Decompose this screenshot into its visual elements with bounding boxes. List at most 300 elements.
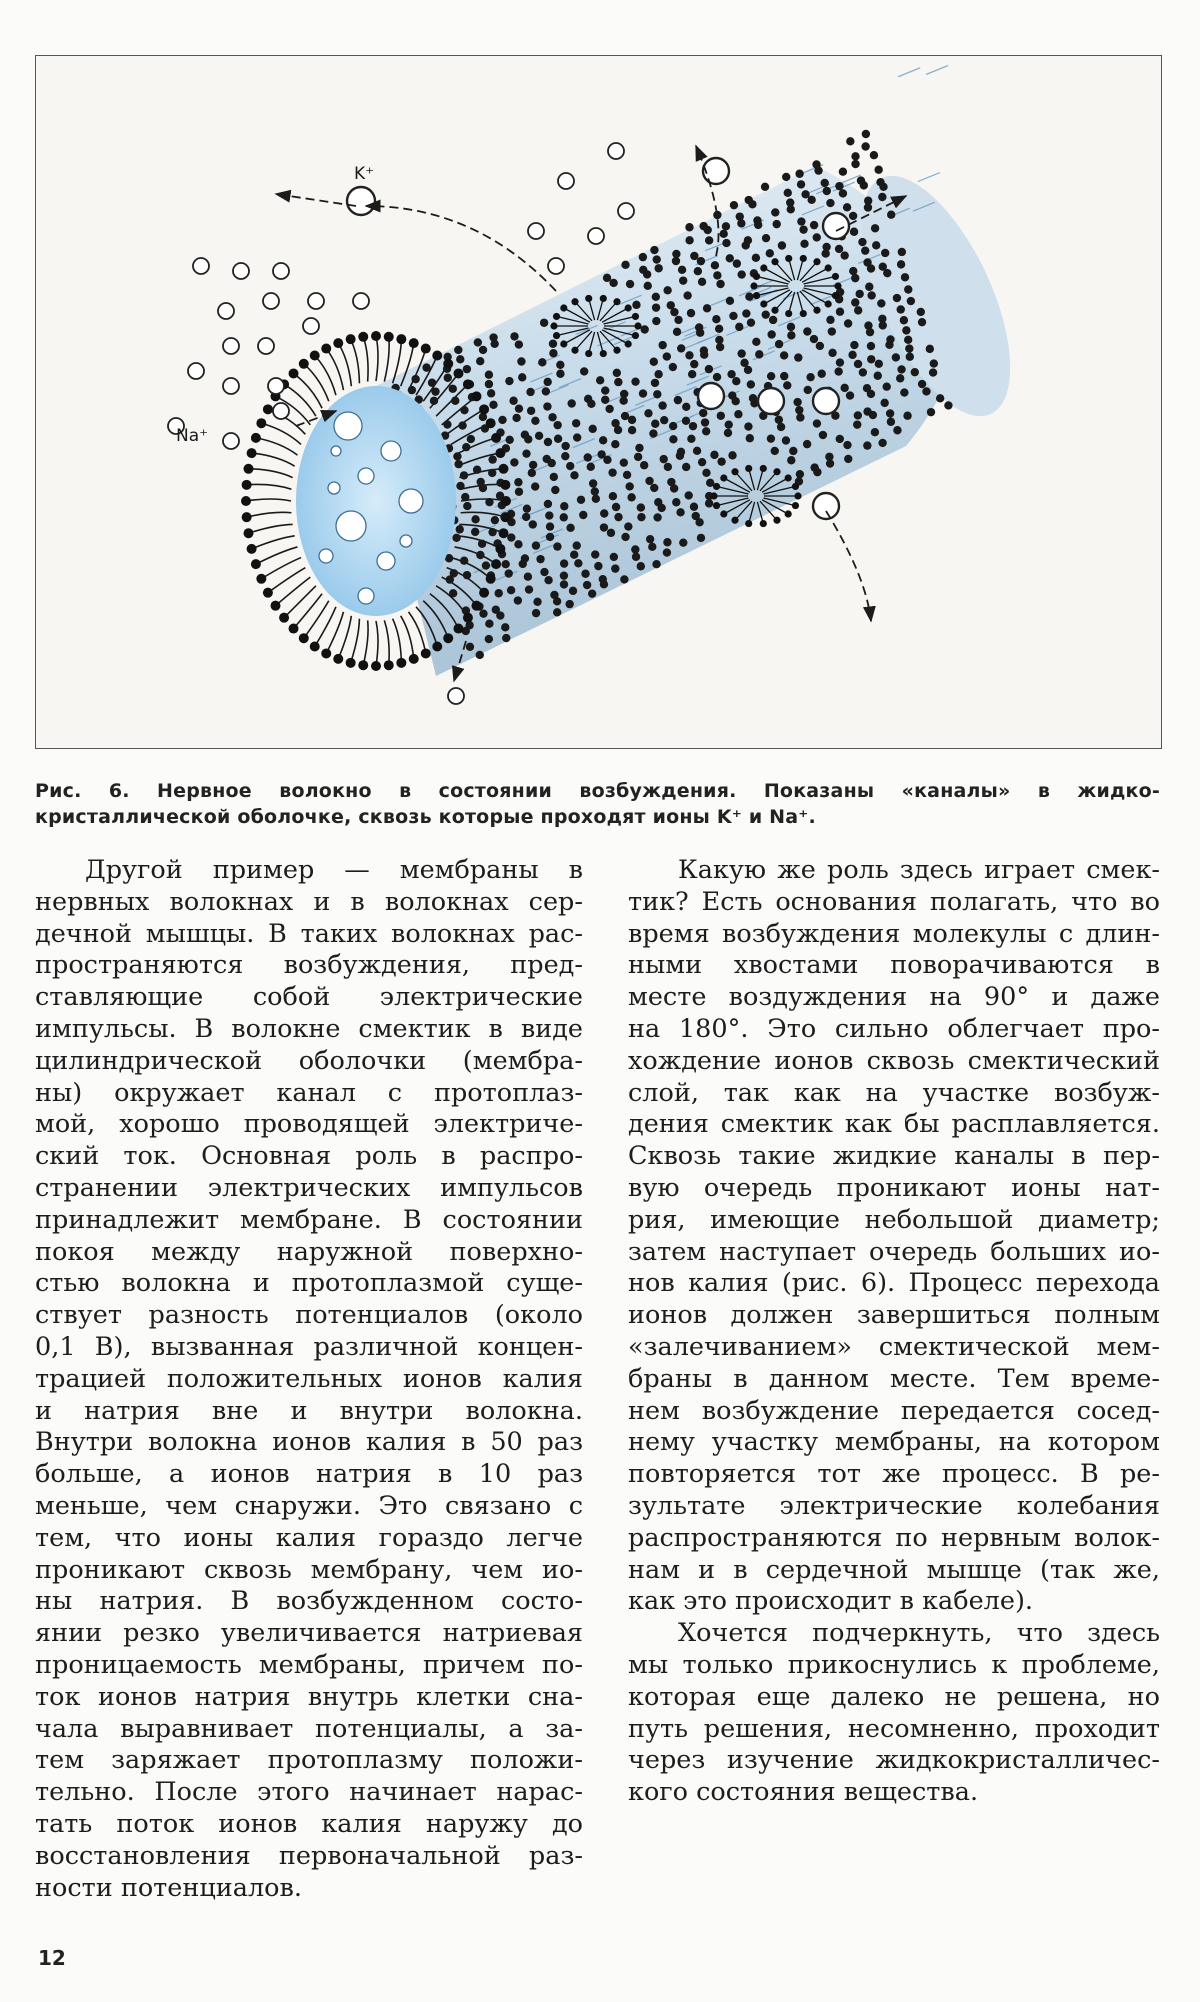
molecule-head — [639, 389, 647, 397]
molecule-head — [449, 385, 457, 393]
molecule-head — [863, 441, 871, 449]
molecule-head — [761, 183, 769, 191]
molecule-head — [687, 435, 695, 443]
molecule-head — [611, 440, 619, 448]
molecule-head — [854, 411, 862, 419]
molecule-head — [918, 380, 926, 388]
molecule-head — [717, 412, 725, 420]
molecule-head — [471, 601, 481, 611]
molecule-head — [663, 286, 671, 294]
text-line: стью волокна и протоплазмой суще- — [35, 1268, 583, 1299]
text-line: Хочется подчеркнуть, что здесь — [678, 1618, 1160, 1649]
molecule-head — [745, 293, 753, 301]
sodium-ion — [218, 303, 234, 319]
molecule-head — [592, 495, 600, 503]
surface-stripe — [926, 66, 948, 75]
text-line: проницаемость мембраны, причем по- — [35, 1649, 583, 1680]
molecule-head — [762, 310, 770, 318]
molecule-tail — [384, 337, 389, 382]
molecule-head — [664, 463, 672, 471]
text-line: цилиндрической оболочки (мембра- — [35, 1045, 583, 1076]
molecule-head — [505, 377, 513, 385]
molecule-head — [580, 367, 588, 375]
molecule-head — [299, 633, 309, 643]
molecule-head — [605, 405, 613, 413]
molecule-head — [501, 560, 509, 568]
molecule-head — [471, 391, 481, 401]
molecule-head — [566, 462, 574, 470]
molecule-head — [878, 193, 886, 201]
molecule-head — [747, 318, 755, 326]
molecule-head — [524, 435, 532, 443]
molecule-head — [500, 480, 510, 490]
molecule-head — [728, 451, 736, 459]
sodium-ion — [223, 433, 239, 449]
molecule-head — [522, 513, 530, 521]
molecule-head — [505, 569, 513, 577]
molecule-head — [840, 384, 848, 392]
molecule-head — [880, 399, 888, 407]
molecule-head — [241, 496, 251, 506]
channel-head — [792, 483, 799, 490]
text-line: слой, так как на участке возбуж- — [628, 1077, 1160, 1108]
channel-head — [625, 304, 632, 311]
molecule-head — [560, 502, 568, 510]
molecule-head — [887, 211, 895, 219]
molecule-head — [803, 327, 811, 335]
text-line: хождение ионов сквозь смектический — [628, 1045, 1160, 1076]
molecule-head — [243, 464, 253, 474]
text-line: затем наступает очередь больших ио- — [628, 1236, 1160, 1267]
molecule-head — [699, 409, 707, 417]
molecule-head — [871, 428, 879, 436]
molecule-head — [491, 559, 501, 569]
molecule-head — [861, 246, 869, 254]
molecule-head — [358, 332, 368, 342]
molecule-head — [321, 648, 331, 658]
molecule-head — [819, 431, 827, 439]
molecule-tail — [276, 577, 311, 606]
molecule-head — [479, 346, 487, 354]
molecule-head — [609, 492, 617, 500]
molecule-head — [789, 447, 797, 455]
molecule-head — [544, 378, 552, 386]
molecule-head — [733, 259, 741, 267]
molecule-head — [587, 400, 595, 408]
molecule-head — [551, 486, 559, 494]
molecule-head — [748, 200, 756, 208]
molecule-head — [525, 585, 533, 593]
molecule-head — [682, 403, 690, 411]
molecule-head — [771, 208, 779, 216]
molecule-head — [729, 312, 737, 320]
molecule-head — [754, 221, 762, 229]
molecule-head — [600, 523, 608, 531]
molecule-head — [697, 534, 705, 542]
molecule-head — [588, 589, 596, 597]
molecule-head — [881, 249, 889, 257]
core-ion — [336, 511, 366, 541]
molecule-head — [333, 654, 343, 664]
molecule-head — [769, 316, 777, 324]
molecule-head — [657, 504, 665, 512]
molecule-head — [474, 338, 482, 346]
sodium-ion — [223, 378, 239, 394]
text-line: вую очередь проникают ионы нат- — [628, 1172, 1160, 1203]
molecule-head — [532, 541, 540, 549]
molecule-head — [682, 417, 690, 425]
molecule-head — [652, 560, 660, 568]
molecule-head — [904, 285, 912, 293]
molecule-head — [463, 379, 473, 389]
molecule-head — [256, 574, 266, 584]
text-line: нем возбуждение передается сосед- — [628, 1395, 1160, 1426]
molecule-head — [603, 274, 611, 282]
text-line: нервных волокнах и в волокнах сер- — [35, 886, 583, 917]
molecule-head — [512, 414, 520, 422]
molecule-head — [703, 226, 711, 234]
molecule-head — [892, 353, 900, 361]
text-line: ский ток. Основная роль в распро- — [35, 1141, 583, 1172]
molecule-head — [867, 264, 875, 272]
molecule-head — [614, 378, 622, 386]
molecule-head — [840, 251, 848, 259]
molecule-head — [904, 336, 912, 344]
molecule-head — [611, 564, 619, 572]
molecule-head — [498, 416, 506, 424]
core-ion — [358, 468, 374, 484]
molecule-head — [594, 562, 602, 570]
molecule-head — [767, 372, 775, 380]
molecule-head — [523, 504, 531, 512]
molecule-head — [279, 613, 289, 623]
molecule-head — [849, 267, 857, 275]
molecule-head — [535, 432, 543, 440]
molecule-head — [702, 469, 710, 477]
molecule-head — [553, 421, 561, 429]
channel-head — [600, 350, 607, 357]
text-line: мы только прикоснулись к проблеме, — [628, 1649, 1160, 1680]
molecule-head — [584, 453, 592, 461]
channel-head — [753, 292, 760, 299]
molecule-head — [787, 323, 795, 331]
molecule-head — [929, 368, 937, 376]
molecule-head — [775, 416, 783, 424]
molecule-head — [911, 368, 919, 376]
molecule-head — [573, 541, 581, 549]
molecule-head — [703, 304, 711, 312]
potassium-ion — [698, 383, 724, 409]
molecule-head — [864, 203, 872, 211]
text-line: браны в данном месте. Тем време- — [628, 1363, 1160, 1394]
molecule-head — [583, 581, 591, 589]
molecule-head — [495, 544, 505, 554]
molecule-head — [676, 508, 684, 516]
text-line: тельно. После этого начинает нарас- — [35, 1777, 583, 1808]
molecule-head — [463, 365, 471, 373]
molecule-head — [823, 187, 831, 195]
molecule-head — [289, 368, 299, 378]
molecule-head — [650, 358, 658, 366]
molecule-head — [626, 280, 634, 288]
molecule-head — [251, 559, 261, 569]
molecule-head — [715, 325, 723, 333]
molecule-head — [813, 468, 821, 476]
text-line: нему участку мембраны, на котором — [628, 1427, 1160, 1458]
molecule-head — [678, 266, 686, 274]
molecule-head — [346, 658, 356, 668]
core-ion — [399, 489, 423, 513]
molecule-tail — [351, 339, 360, 383]
text-line: тик? Есть основания полагать, что во — [628, 886, 1160, 917]
channel-head — [794, 492, 801, 499]
molecule-head — [567, 399, 575, 407]
molecule-head — [573, 433, 581, 441]
molecule-head — [620, 458, 628, 466]
molecule-head — [663, 538, 671, 546]
molecule-head — [556, 370, 564, 378]
channel-head — [585, 295, 592, 302]
molecule-head — [690, 503, 698, 511]
molecule-head — [658, 341, 666, 349]
molecule-tail — [284, 586, 316, 618]
molecule-head — [479, 588, 489, 598]
molecule-head — [705, 236, 713, 244]
molecule-tail — [246, 499, 291, 501]
molecule-head — [589, 479, 597, 487]
sodium-ion — [528, 223, 544, 239]
molecule-head — [396, 658, 406, 668]
molecule-head — [634, 453, 642, 461]
molecule-head — [767, 434, 775, 442]
molecule-head — [396, 334, 406, 344]
molecule-head — [486, 418, 496, 428]
channel-head — [553, 313, 560, 320]
molecule-head — [900, 388, 908, 396]
channel-head — [713, 502, 720, 509]
molecule-head — [476, 651, 484, 659]
core-ion — [331, 446, 341, 456]
surface-stripe — [898, 68, 920, 77]
molecule-head — [843, 441, 851, 449]
molecule-head — [544, 438, 552, 446]
molecule-head — [648, 543, 656, 551]
molecule-head — [698, 278, 706, 286]
molecule-head — [453, 624, 463, 634]
molecule-head — [737, 219, 745, 227]
molecule-head — [773, 220, 781, 228]
caption-line: Рис. 6. Нервное волокно в состоянии возбуждения. Показаны «каналы» в жидко- — [35, 780, 1160, 802]
molecule-head — [797, 217, 805, 225]
text-line: ток ионов натрия внутрь клетки сна- — [35, 1681, 583, 1712]
molecule-head — [818, 370, 826, 378]
molecule-head — [409, 338, 419, 348]
molecule-head — [870, 151, 878, 159]
potassium-ion — [813, 388, 839, 414]
molecule-head — [247, 544, 257, 554]
molecule-head — [782, 173, 790, 181]
molecule-head — [623, 471, 631, 479]
molecule-head — [487, 389, 495, 397]
channel-head — [771, 258, 778, 265]
molecule-head — [835, 182, 843, 190]
text-line: через изучение жидкокристалличес- — [628, 1745, 1160, 1776]
molecule-head — [243, 528, 253, 538]
text-line: янии резко увеличивается натриевая — [35, 1618, 583, 1649]
molecule-head — [663, 352, 671, 360]
molecule-head — [672, 257, 680, 265]
molecule-tail — [338, 343, 351, 386]
molecule-head — [640, 325, 648, 333]
molecule-head — [698, 458, 706, 466]
core-ion — [328, 482, 340, 494]
text-line: на 180°. Это сильно облегчает про- — [628, 1013, 1160, 1044]
potassium-ion — [823, 213, 849, 239]
text-line: и натрия вне и внутри волокна. — [35, 1395, 583, 1426]
molecule-head — [613, 369, 621, 377]
channel-head — [773, 468, 780, 475]
molecule-head — [866, 328, 874, 336]
molecule-head — [782, 436, 790, 444]
molecule-head — [893, 426, 901, 434]
sodium-ion — [233, 263, 249, 279]
molecule-head — [531, 417, 539, 425]
molecule-head — [715, 336, 723, 344]
molecule-head — [432, 642, 442, 652]
molecule-head — [687, 309, 695, 317]
molecule-head — [677, 344, 685, 352]
molecule-head — [242, 480, 252, 490]
molecule-head — [502, 634, 510, 642]
molecule-head — [784, 189, 792, 197]
molecule-head — [669, 422, 677, 430]
molecule-head — [835, 245, 843, 253]
molecule-head — [444, 374, 452, 382]
molecule-head — [515, 488, 523, 496]
molecule-tail — [384, 620, 389, 665]
text-line: покоя между наружной поверхно- — [35, 1236, 583, 1267]
molecule-head — [885, 341, 893, 349]
channel-head — [785, 474, 792, 481]
molecule-head — [540, 319, 548, 327]
text-line: пространяются возбуждения, пред- — [35, 950, 583, 981]
molecule-head — [384, 660, 394, 670]
molecule-head — [697, 257, 705, 265]
channel-head — [571, 347, 578, 354]
molecule-head — [669, 363, 677, 371]
molecule-head — [746, 434, 754, 442]
molecule-head — [679, 538, 687, 546]
molecule-head — [854, 360, 862, 368]
surface-stripe — [918, 173, 940, 182]
label-potassium: K⁺ — [354, 164, 375, 184]
molecule-tail — [376, 336, 378, 381]
molecule-head — [926, 345, 934, 353]
channel-head — [745, 520, 752, 527]
molecule-head — [635, 444, 643, 452]
molecule-head — [836, 435, 844, 443]
molecule-head — [797, 180, 805, 188]
molecule-head — [839, 167, 847, 175]
molecule-head — [669, 435, 677, 443]
molecule-head — [795, 170, 803, 178]
molecule-head — [670, 308, 678, 316]
molecule-tail — [252, 536, 295, 549]
molecule-head — [900, 316, 908, 324]
molecule-head — [762, 234, 770, 242]
channel-head — [625, 340, 632, 347]
text-line: Другой пример — мембраны в — [85, 855, 583, 885]
molecule-head — [865, 283, 873, 291]
text-line: мой, хорошо проводящей электриче- — [35, 1109, 583, 1140]
molecule-head — [263, 404, 273, 414]
molecule-head — [263, 588, 273, 598]
channel-head — [553, 332, 560, 339]
channel-head — [825, 300, 832, 307]
molecule-head — [869, 411, 877, 419]
channel-head — [760, 300, 767, 307]
molecule-head — [877, 299, 885, 307]
channel-head — [731, 517, 738, 524]
molecule-head — [505, 436, 513, 444]
molecule-head — [242, 512, 252, 522]
molecule-head — [510, 458, 518, 466]
molecule-head — [651, 420, 659, 428]
channel-head — [750, 282, 757, 289]
potassium-ion — [703, 158, 729, 184]
molecule-head — [471, 515, 479, 523]
molecule-head — [479, 404, 489, 414]
channel-head — [560, 304, 567, 311]
channel-head — [760, 465, 767, 472]
channel-head — [632, 313, 639, 320]
molecule-head — [453, 368, 463, 378]
molecule-head — [731, 397, 739, 405]
channel-head — [720, 510, 727, 517]
molecule-head — [536, 555, 544, 563]
sodium-ion — [258, 338, 274, 354]
molecule-head — [514, 478, 522, 486]
text-line: странении электрических импульсов — [35, 1172, 583, 1203]
molecule-head — [631, 377, 639, 385]
molecule-head — [565, 600, 573, 608]
text-line: время возбуждения молекулы с длин- — [628, 918, 1160, 949]
molecule-head — [476, 357, 484, 365]
molecule-head — [826, 459, 834, 467]
molecule-head — [766, 249, 774, 257]
molecule-head — [518, 373, 526, 381]
sodium-ion — [193, 258, 209, 274]
molecule-head — [821, 179, 829, 187]
molecule-head — [844, 319, 852, 327]
molecule-head — [752, 338, 760, 346]
molecule-head — [732, 377, 740, 385]
sodium-ion — [273, 263, 289, 279]
molecule-head — [620, 575, 628, 583]
molecule-head — [693, 447, 701, 455]
channel-head — [710, 492, 717, 499]
molecule-head — [612, 503, 620, 511]
molecule-head — [927, 408, 935, 416]
molecule-head — [839, 189, 847, 197]
text-line: которая еще далеко не решена, но — [628, 1681, 1160, 1712]
molecule-head — [645, 477, 653, 485]
molecule-head — [609, 279, 617, 287]
molecule-head — [672, 498, 680, 506]
molecule-head — [624, 522, 632, 530]
molecule-head — [251, 433, 261, 443]
molecule-head — [861, 142, 869, 150]
